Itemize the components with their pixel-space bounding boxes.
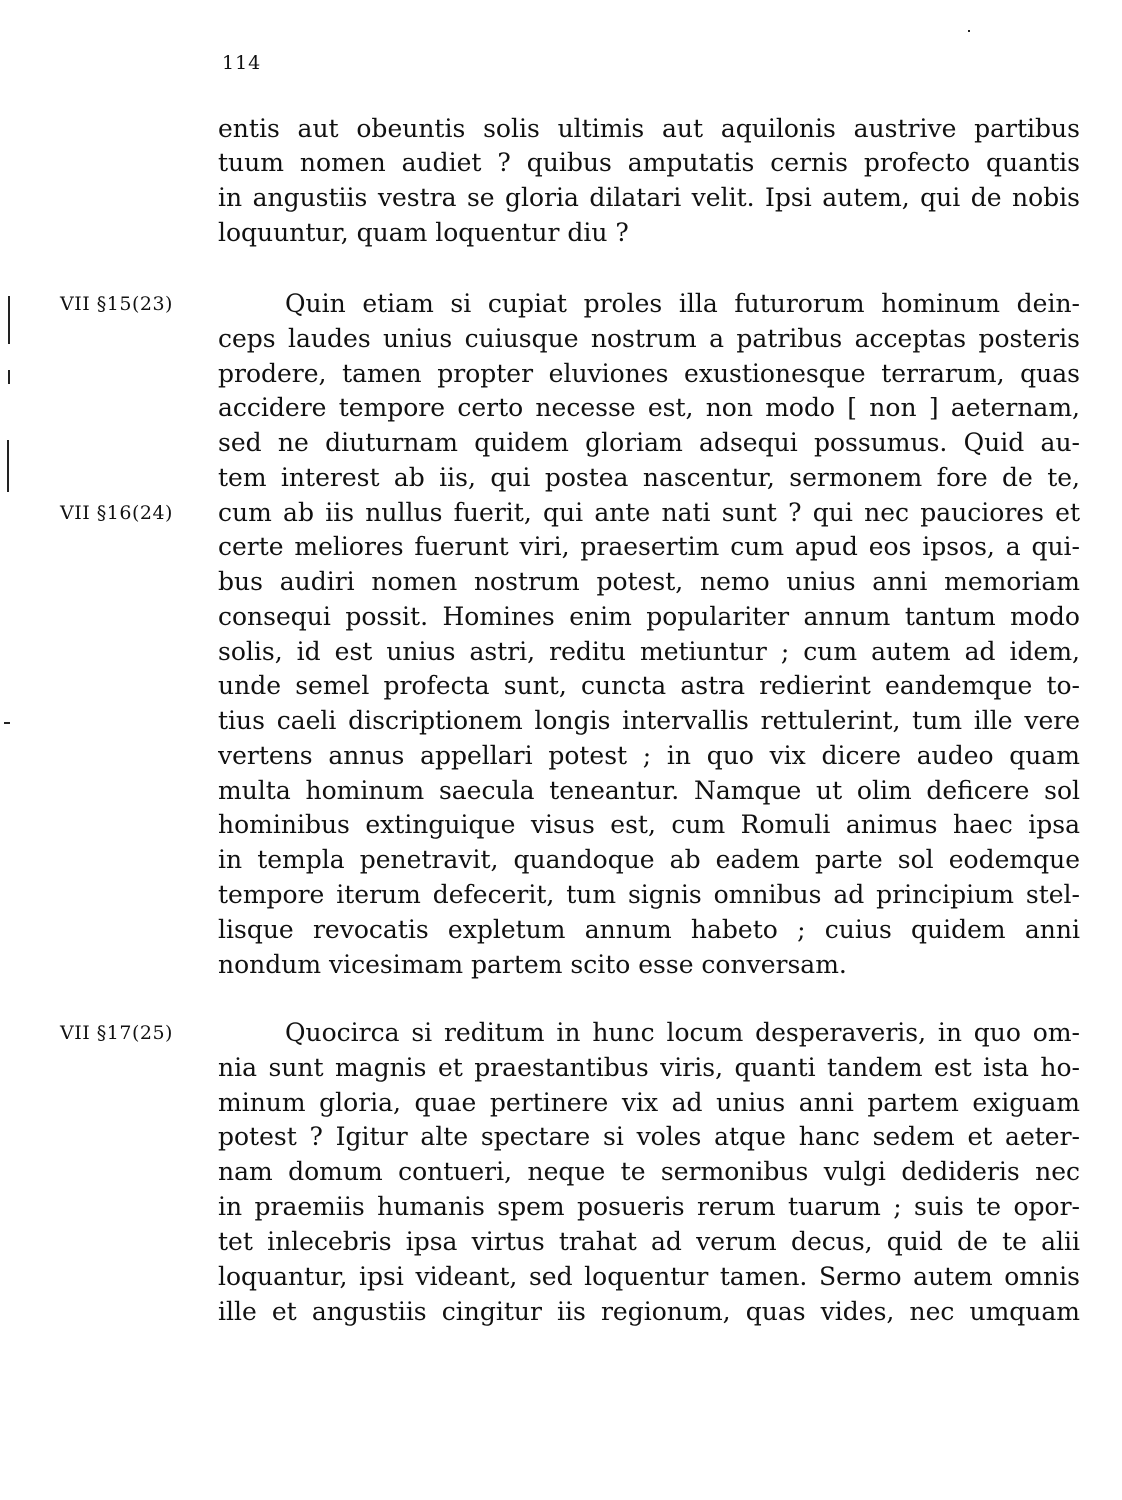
- text-line: in praemiis humanis spem posueris rerum tuarum ; suis te opor-: [218, 1192, 1080, 1221]
- text-line: sed ne diuturnam quidem gloriam adsequi possumus. Quid au-: [218, 428, 1080, 457]
- text-line: ceps laudes unius cuiusque nostrum a patribus acceptas posteris: [218, 324, 1080, 353]
- text-line: prodere, tamen propter eluviones exustionesque terrarum, quas: [218, 359, 1080, 388]
- scan-edge-mark: [7, 440, 9, 492]
- text-line: loquuntur, quam loquentur diu ?: [218, 218, 629, 247]
- margin-reference: VII §15(23): [60, 293, 173, 315]
- text-line: tet inlecebris ipsa virtus trahat ad verum decus, quid de te alii: [218, 1227, 1080, 1256]
- text-line: lisque revocatis expletum annum habeto ; cuius quidem anni: [218, 915, 1080, 944]
- margin-reference: VII §16(24): [60, 502, 173, 524]
- text-line: entis aut obeuntis solis ultimis aut aquilonis austrive partibus: [218, 114, 1080, 143]
- text-line: nam domum contueri, neque te sermonibus vulgi dedideris nec: [218, 1157, 1080, 1186]
- text-line: multa hominum saecula teneantur. Namque ut olim deficere sol: [218, 776, 1080, 805]
- text-line: solis, id est unius astri, reditu metiuntur ; cum autem ad idem,: [218, 637, 1080, 666]
- text-line: tuum nomen audiet ? quibus amputatis cernis profecto quantis: [218, 148, 1080, 177]
- text-line: ille et angustiis cingitur iis regionum, quas vides, nec umquam: [218, 1297, 1080, 1326]
- text-line: bus audiri nomen nostrum potest, nemo unius anni memoriam: [218, 567, 1080, 596]
- text-line: in templa penetravit, quandoque ab eadem parte sol eodemque: [218, 845, 1080, 874]
- text-line: loquantur, ipsi videant, sed loquentur tamen. Sermo autem omnis: [218, 1262, 1080, 1291]
- text-line: potest ? Igitur alte spectare si voles atque hanc sedem et aeter-: [218, 1122, 1080, 1151]
- scan-dot: [968, 30, 970, 32]
- text-line: certe meliores fuerunt viri, praesertim cum apud eos ipsos, a qui-: [218, 532, 1080, 561]
- text-line: tempore iterum defecerit, tum signis omnibus ad principium stel-: [218, 880, 1080, 909]
- text-line: Quin etiam si cupiat proles illa futurorum hominum dein-: [285, 289, 1080, 318]
- margin-reference: VII §17(25): [60, 1022, 173, 1044]
- text-line: minum gloria, quae pertinere vix ad unius anni partem exiguam: [218, 1088, 1080, 1117]
- text-line: accidere tempore certo necesse est, non modo [ non ] aeternam,: [218, 393, 1080, 422]
- text-line: Quocirca si reditum in hunc locum desperaveris, in quo om-: [285, 1018, 1080, 1047]
- text-line: consequi possit. Homines enim populariter annum tantum modo: [218, 602, 1080, 631]
- scan-edge-mark: [8, 296, 10, 344]
- scan-edge-mark: [4, 722, 10, 724]
- page-number: 114: [222, 52, 262, 74]
- text-line: tem interest ab iis, qui postea nascentur, sermonem fore de te,: [218, 463, 1080, 492]
- text-line: hominibus extinguique visus est, cum Romuli animus haec ipsa: [218, 810, 1080, 839]
- scan-edge-mark: [8, 370, 10, 384]
- text-line: nondum vicesimam partem scito esse conversam.: [218, 950, 847, 979]
- text-line: vertens annus appellari potest ; in quo vix dicere audeo quam: [218, 741, 1080, 770]
- text-line: nia sunt magnis et praestantibus viris, quanti tandem est ista ho-: [218, 1053, 1080, 1082]
- text-line: tius caeli discriptionem longis intervallis rettulerint, tum ille vere: [218, 706, 1080, 735]
- text-line: unde semel profecta sunt, cuncta astra redierint eandemque to-: [218, 671, 1080, 700]
- text-line: in angustiis vestra se gloria dilatari velit. Ipsi autem, qui de nobis: [218, 183, 1080, 212]
- text-line: cum ab iis nullus fuerit, qui ante nati sunt ? qui nec pauciores et: [218, 498, 1080, 527]
